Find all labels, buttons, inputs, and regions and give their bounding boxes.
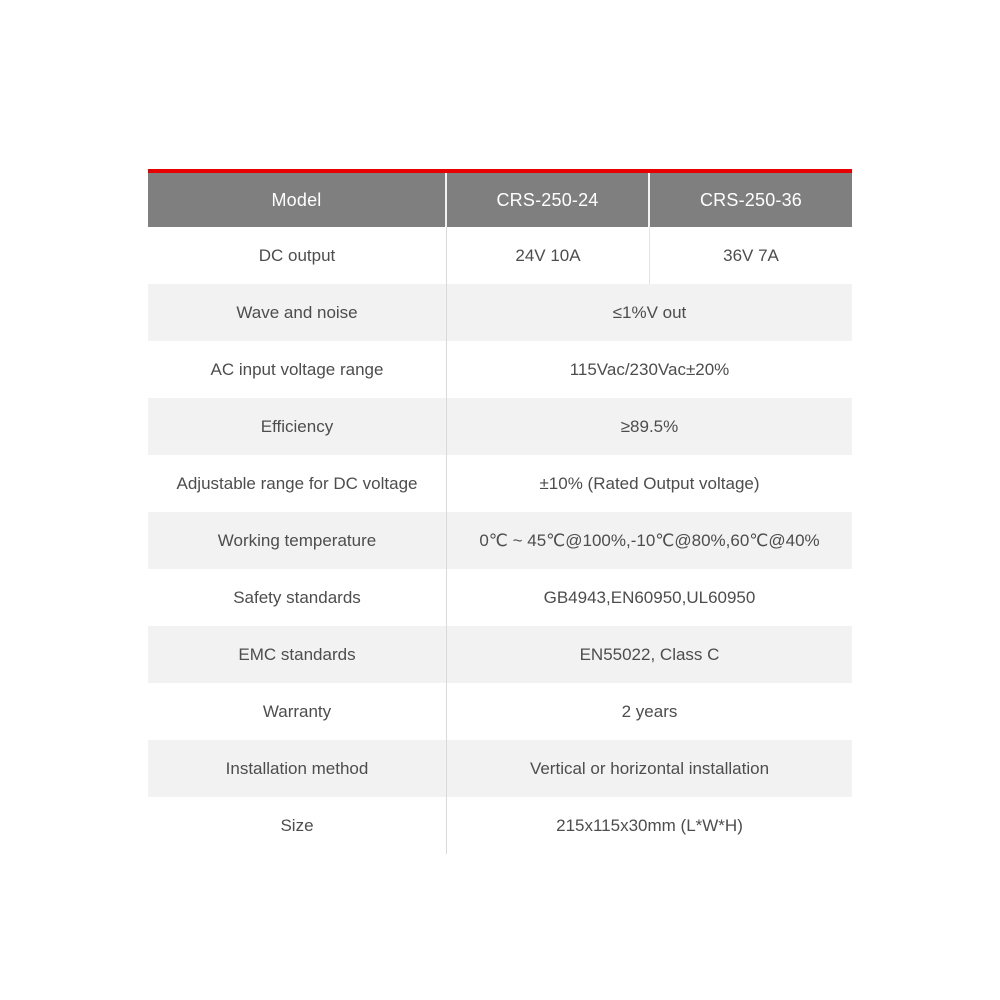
row-value: 215x115x30mm (L*W*H)	[556, 815, 743, 835]
row-value: EN55022, Class C	[579, 644, 720, 664]
row-label: Size	[148, 797, 447, 854]
header-cell-crs-250-36: CRS-250-36	[699, 189, 803, 210]
row-label: DC output	[148, 227, 447, 284]
dc-output-value-36: 36V 7A	[723, 245, 779, 265]
table-row-ac-input-voltage-range	[148, 341, 852, 398]
table-row-safety-standards	[148, 569, 852, 626]
table-row-wave-and-noise	[148, 284, 852, 341]
row-label: Efficiency	[148, 398, 447, 455]
row-value: 115Vac/230Vac±20%	[569, 359, 730, 379]
table-row-emc-standards	[148, 626, 852, 683]
row-value: ≤1%V out	[612, 302, 687, 322]
product-spec-table	[148, 169, 852, 854]
row-label: Warranty	[148, 683, 447, 740]
table-row-efficiency	[148, 398, 852, 455]
table-row-working-temperature	[148, 512, 852, 569]
dc-output-value-24: 24V 10A	[447, 227, 650, 284]
table-row-installation-method	[148, 740, 852, 797]
row-label: Safety standards	[148, 569, 447, 626]
row-label: Wave and noise	[148, 284, 447, 341]
row-label: Adjustable range for DC voltage	[148, 455, 447, 512]
row-value: ±10% (Rated Output voltage)	[539, 473, 760, 493]
row-value: Vertical or horizontal installation	[529, 758, 770, 778]
row-label: Installation method	[148, 740, 447, 797]
table-row-adjustable-range	[148, 455, 852, 512]
row-value: 2 years	[621, 701, 678, 721]
table-row-warranty	[148, 683, 852, 740]
row-value: GB4943,EN60950,UL60950	[543, 587, 756, 607]
header-cell-model: Model	[148, 173, 447, 227]
header-cell-crs-250-24: CRS-250-24	[447, 173, 650, 227]
row-label: EMC standards	[148, 626, 447, 683]
table-row-size	[148, 797, 852, 854]
table-header-row	[148, 173, 852, 227]
row-value: 0℃ ~ 45℃@100%,-10℃@80%,60℃@40%	[479, 530, 820, 550]
row-value: ≥89.5%	[620, 416, 679, 436]
table-row-dc-output	[148, 227, 852, 284]
row-label: Working temperature	[148, 512, 447, 569]
row-label: AC input voltage range	[148, 341, 447, 398]
